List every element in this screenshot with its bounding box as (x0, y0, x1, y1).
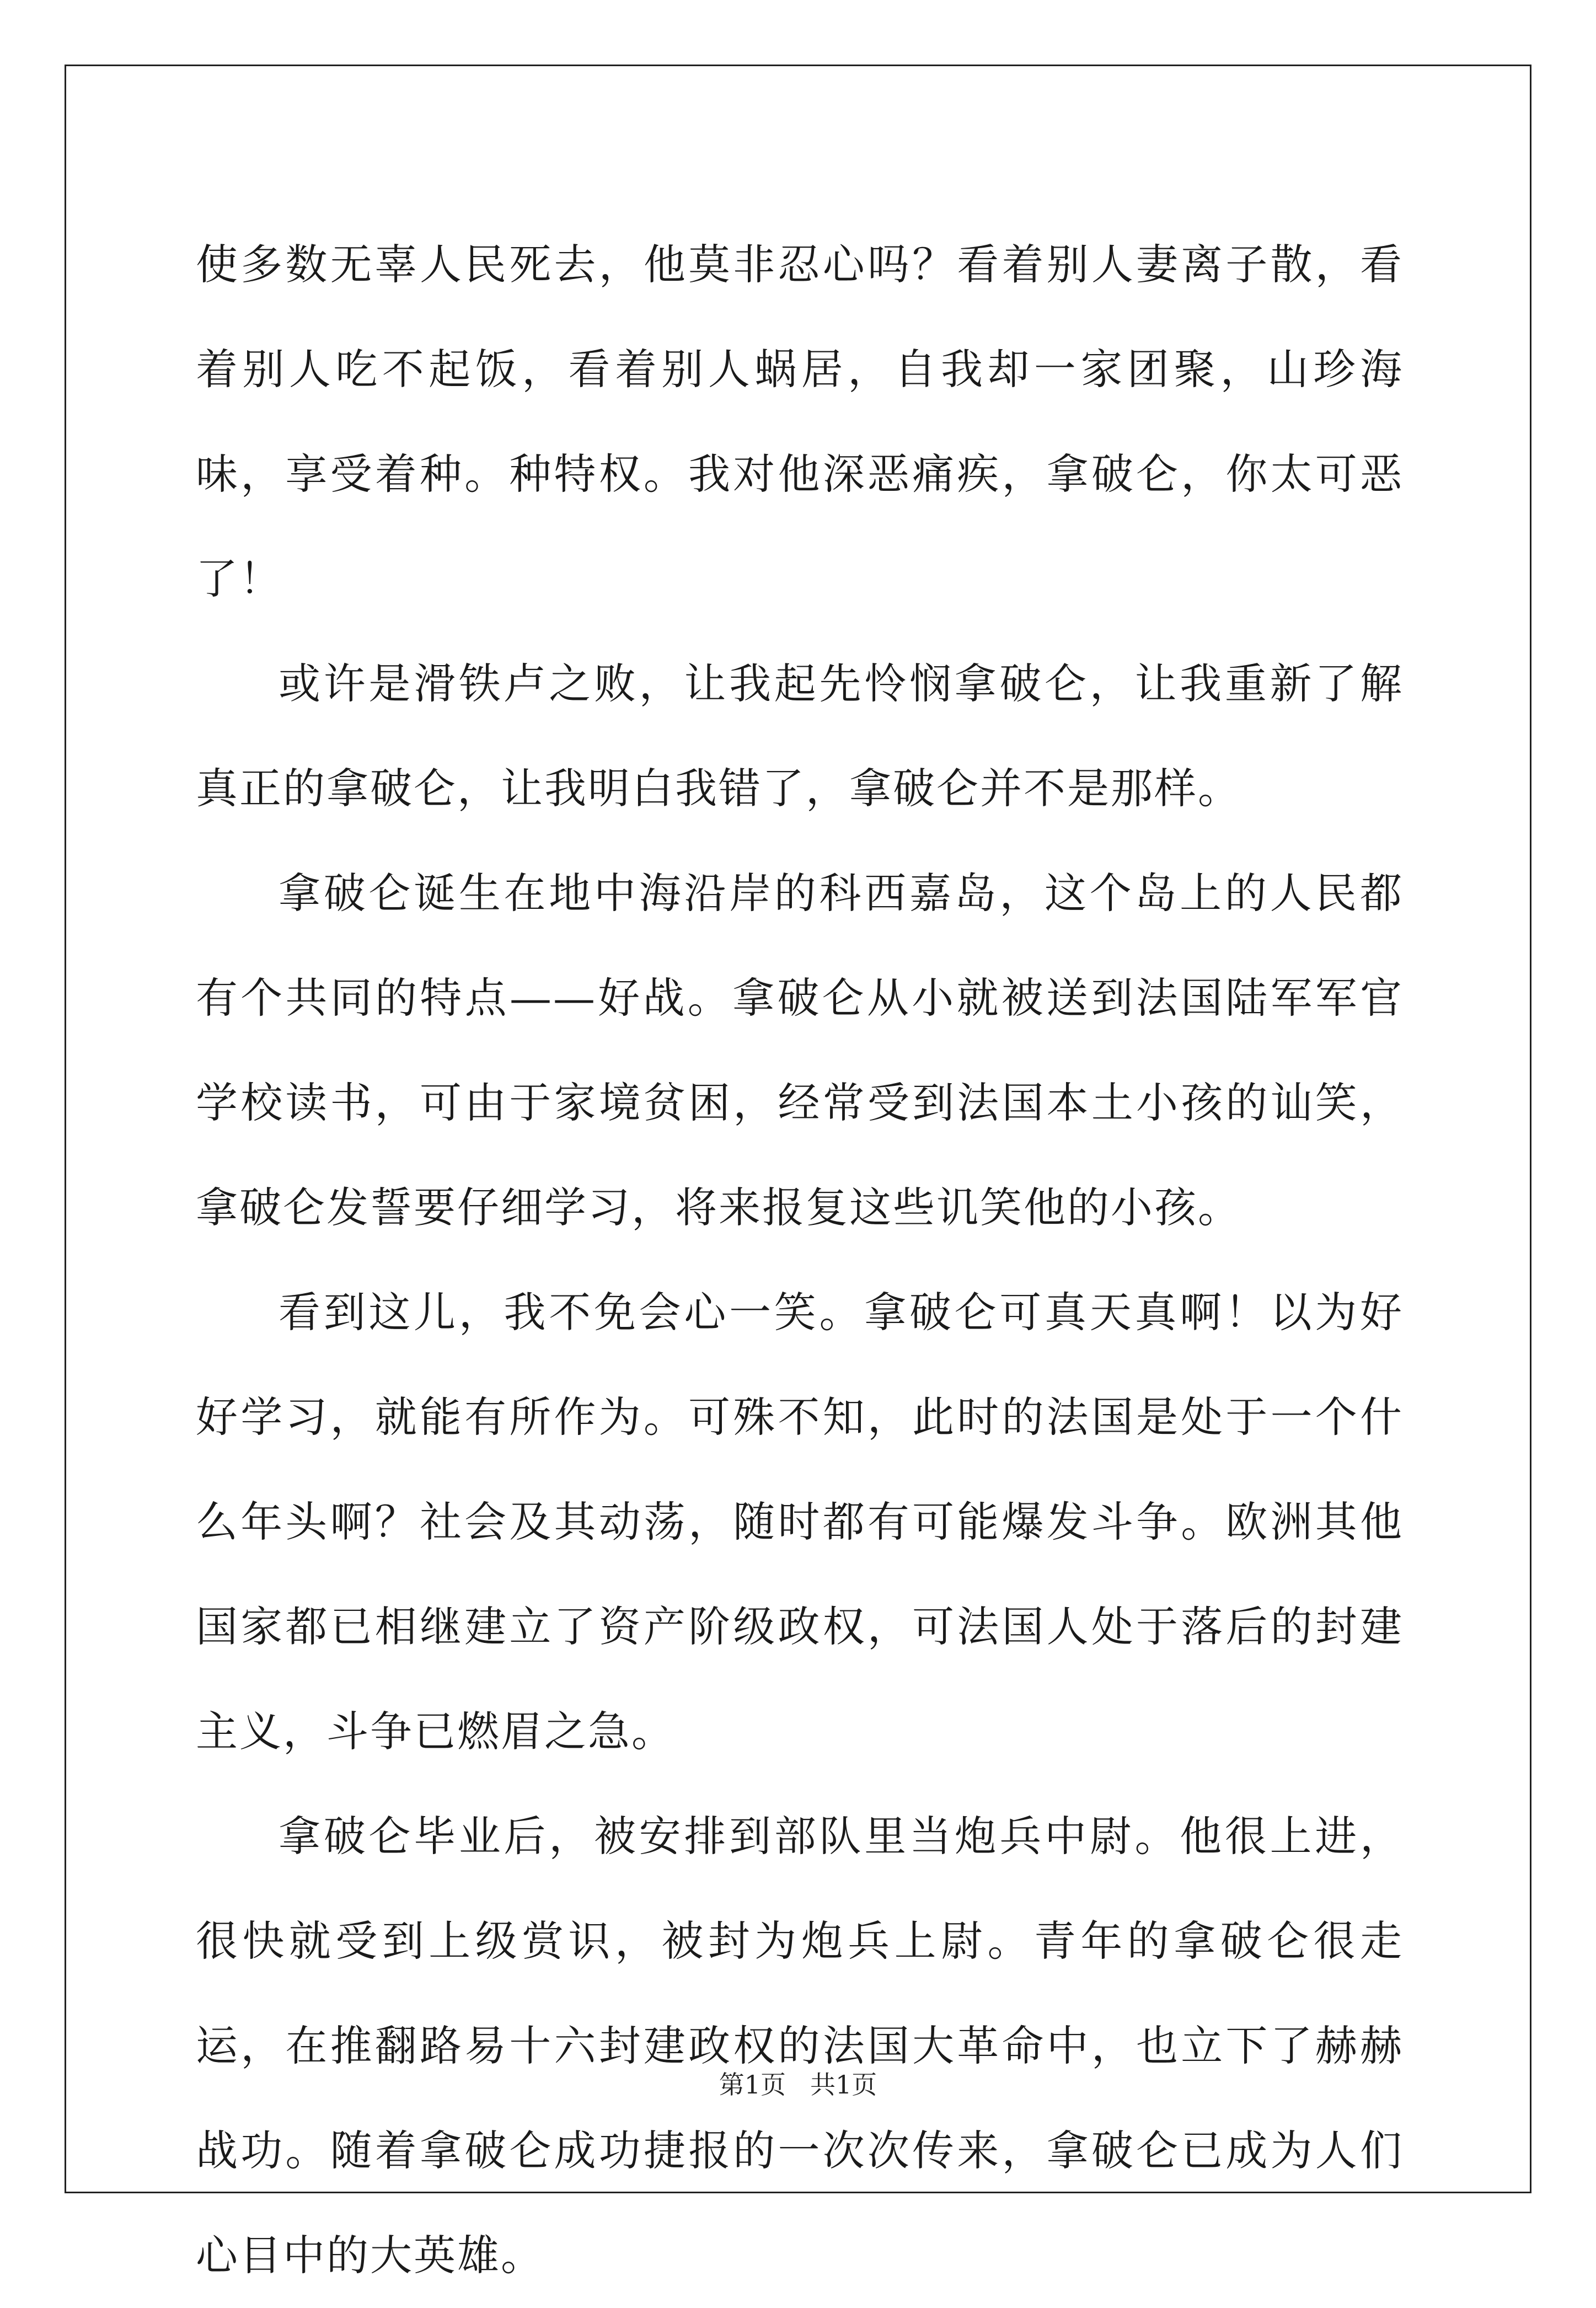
document-body (196, 212, 1404, 2308)
paragraph-3: 拿破仑诞生在地中海沿岸的科西嘉岛，这个岛上的人民都有个共同的特点——好战。拿破仑从小就被送到法国陆军军官学校读书，可由于家境贫困，经常受到法国本土小孩的讪笑，拿破仑发誓要仔细学习，将来报复这些讥笑他的小孩。 (196, 869, 1404, 1232)
paragraph-5: 拿破仑毕业后，被安排到部队里当炮兵中尉。他很上进，很快就受到上级赏识，被封为炮兵上尉。青年的拿破仑很走运，在推翻路易十六封建政权的法国大革命中，也立下了赫赫战功。随着拿破仑成功捷报的一次次传来，拿破仑已成为人们心目中的大英雄。 (196, 1812, 1404, 2280)
paragraph-1: 使多数无辜人民死去，他莫非忍心吗？看着别人妻离子散，看着别人吃不起饭，看着别人蜗居，自我却一家团聚，山珍海味，享受着种。种特权。我对他深恶痛疾，拿破仑，你太可恶了！ (196, 240, 1404, 603)
paragraph-4: 看到这儿，我不免会心一笑。拿破仑可真天真啊！以为好好学习，就能有所作为。可殊不知，此时的法国是处于一个什么年头啊？社会及其动荡，随时都有可能爆发斗争。欧洲其他国家都已相继建立了资产阶级政权，可法国人处于落后的封建主义，斗争已燃眉之急。 (196, 1288, 1404, 1756)
page-number: 第1页 (719, 2070, 786, 2100)
page-total: 共1页 (810, 2070, 877, 2100)
page-footer (0, 2068, 1596, 2101)
paragraph-2: 或许是滑铁卢之败，让我起先怜悯拿破仑，让我重新了解真正的拿破仑，让我明白我错了，拿破仑并不是那样。 (196, 659, 1404, 813)
footer-gap (786, 2070, 810, 2100)
